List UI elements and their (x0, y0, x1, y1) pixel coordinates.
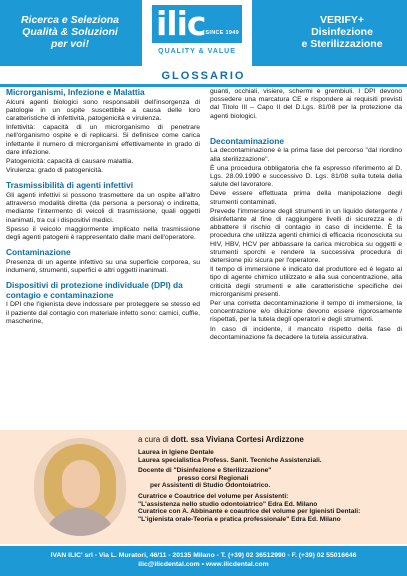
author-prefix: a cura di (138, 435, 171, 444)
section-paragraph: Virulenza: grado di patogenicità. (6, 167, 103, 175)
right-column (210, 88, 402, 348)
slogan-right-line-2: Disinfezione (311, 26, 373, 38)
section-paragraph: Il tempo di immersione è indicato dal produttore ed è legato al tipo di agente chimico utilizzato e alla sua concentrazione, alla criticità degli strumenti e alle caratteristiche specifiche dei microrganismi presenti. (210, 266, 402, 298)
author-teaching-line: per Assistenti di Studio Odontoiatrico. (150, 482, 271, 490)
section-paragraph: Alcuni agenti biologici sono responsabili dell'insorgenza di patologie in un ospite suscettibile a causa delle loro caratteristiche di infettività, patogenicità e virulenza. (6, 98, 200, 122)
logo-mark (152, 5, 242, 43)
section-paragraph: Infettività: capacità di un microrganismo di penetrare nell'organismo ospite e di replicarsi. Si definisce come carica infettante il numero di microrganismi effettivamente in grado di dare infezione. (6, 124, 200, 156)
author-publication-line: "L'igienista orale-Teoria e pratica professionale" Edra Ed. Milano (138, 515, 341, 523)
slogan-left (6, 14, 134, 50)
left-column (6, 88, 200, 332)
section-dpi (6, 281, 200, 326)
logo-since: SINCE 1949 (205, 30, 239, 36)
section-contaminazione (6, 248, 200, 275)
section-microrganismi (6, 88, 200, 175)
author-photo (34, 438, 126, 536)
section-heading: Decontaminazione (210, 135, 284, 146)
ilic-logo (142, 0, 252, 66)
photo-face (62, 460, 100, 508)
author-degrees (138, 449, 404, 464)
slogan-left-line-1: Ricerca e Seleziona (20, 14, 120, 26)
section-trasmissibilita (6, 181, 200, 242)
section-paragraph: Per una corretta decontaminazione il tempo di immersione, la concentrazione e/o diluizione devono essere rigorosamente rispettati, per la tutela degli operatori e degli strumenti. (210, 300, 402, 324)
section-paragraph: I DPI che l'igienista deve indossare per proteggere se stesso ed il paziente dal contagio con materiale infetto sono: camici, cuffie, mascherine, (6, 301, 200, 325)
footer-band (0, 546, 407, 576)
author-publications (138, 493, 404, 523)
section-heading: Microrganismi, Infezione e Malattia (6, 87, 145, 97)
slogan-left-line-3: per voi! (51, 38, 89, 50)
section-heading: Trasmissibilità di agenti infettivi (6, 180, 134, 191)
author-teaching-line: Docente di "Disinfezione e Sterilizzazione" (138, 467, 272, 475)
footer-address: IVAN ILIC' srl - Via L. Muratori, 46/11 - 20135 Milano - T. (+39) 02 36512990 - F. (+39) 02 55016646 (50, 552, 357, 559)
author-publication-line: Curatrice e Coautrice del volume per Assistenti: (138, 492, 289, 500)
section-paragraph: Deve essere effettuata prima della manipolazione degli strumenti contaminati. (210, 190, 402, 206)
author-publication-line: "L'assistenza nello studio odontoiatrico" Edra Ed. Milano (138, 500, 318, 508)
section-paragraph: È una procedura obbligatoria che fa espresso riferimento al D. Lgs. 28.09.1990 e successivo D. Lgs. 81/08 sulla tutela della salute del lavoratore. (210, 164, 402, 189)
author-degree-line: Laurea specialistica Profess. Sanit. Tecniche Assistenziali. (138, 456, 322, 464)
slogan-right (283, 14, 401, 50)
author-teaching-line: presso corsi Regionali (177, 474, 249, 482)
section-heading: Dispositivi di protezione individuale (DPI) da contagio e contaminazione (6, 280, 183, 300)
author-teaching (138, 467, 404, 490)
author-name: dott. ssa Viviana Cortesi Ardizzone (170, 435, 304, 444)
header-band (0, 0, 407, 66)
dpi-continued-paragraph: guanti, occhiali, visiere, schermi e grembiuli. I DPI devono possedere una marcatura CE e rispondere ai requisiti previsti dal Titolo III – Capo II del D.Lgs. 81/08 per la protezione da agenti biologici. (210, 88, 402, 120)
logo-tagline: QUALITY & VALUE (158, 48, 236, 55)
slogan-right-line-3: e Sterilizzazione (301, 38, 383, 50)
page-title: GLOSSARIO (161, 70, 246, 82)
section-paragraph: In caso di incidente, il mancato rispetto della fase di decontaminazione fa decadere la tutela assicurativa. (210, 325, 402, 341)
section-paragraph: Prevede l'immersione degli strumenti in un liquido detergente / disinfettante al fine di raggiungere livelli di sicurezza e di abbattere il rischio di contagio in caso di incidente. È la procedura che utilizza agenti chimici di efficacia riconosciuta su HIV, HBV, HCV per abbassare la carica microbica su oggetti e strumenti sporchi e rendere la successiva procedura di detersione più sicura per l'operatore. (210, 207, 402, 265)
logo-word: ilic (156, 4, 206, 43)
section-paragraph: Presenza di un agente infettivo su una superficie corporea, su indumenti, strumenti, superfici e altri oggetti inanimati. (6, 258, 200, 275)
footer-contacts[interactable]: ilic@ilicdental.com • www.ilicdental.com (138, 561, 269, 568)
slogan-left-line-2: Qualità & Soluzioni (22, 26, 118, 38)
section-paragraph: Patogenicità: capacità di causare malattia. (6, 158, 134, 166)
author-name-line (138, 435, 404, 445)
author-degree-line: Laurea in Igiene Dentale (138, 449, 214, 456)
section-paragraph: Gli agenti infettivi si possono trasmettere da un ospite all'altro attraverso modalità diretta (da persona a persona) o indiretta, mediante l'intermento di veicoli di trasmissione, quali oggetti inanimati, tra cui i dispositivi medici. (6, 192, 200, 224)
section-paragraph: La decontaminazione è la prima fase del percorso "dal riordino alla sterilizzazione". (210, 147, 402, 163)
slogan-right-line-1: VERIFY+ (319, 14, 365, 26)
section-paragraph: Spesso il veicolo maggiormente implicato nella trasmissione degli agenti patogeni è rappresentato dalle mani dell'operatore. (6, 225, 200, 242)
section-heading: Contaminazione (6, 247, 71, 258)
author-info (138, 435, 404, 526)
author-publication-line: Curatrice con A. Abbinante e coautrice del volume per Igienisti Dentali: (138, 508, 361, 516)
section-decontaminazione (210, 137, 402, 342)
